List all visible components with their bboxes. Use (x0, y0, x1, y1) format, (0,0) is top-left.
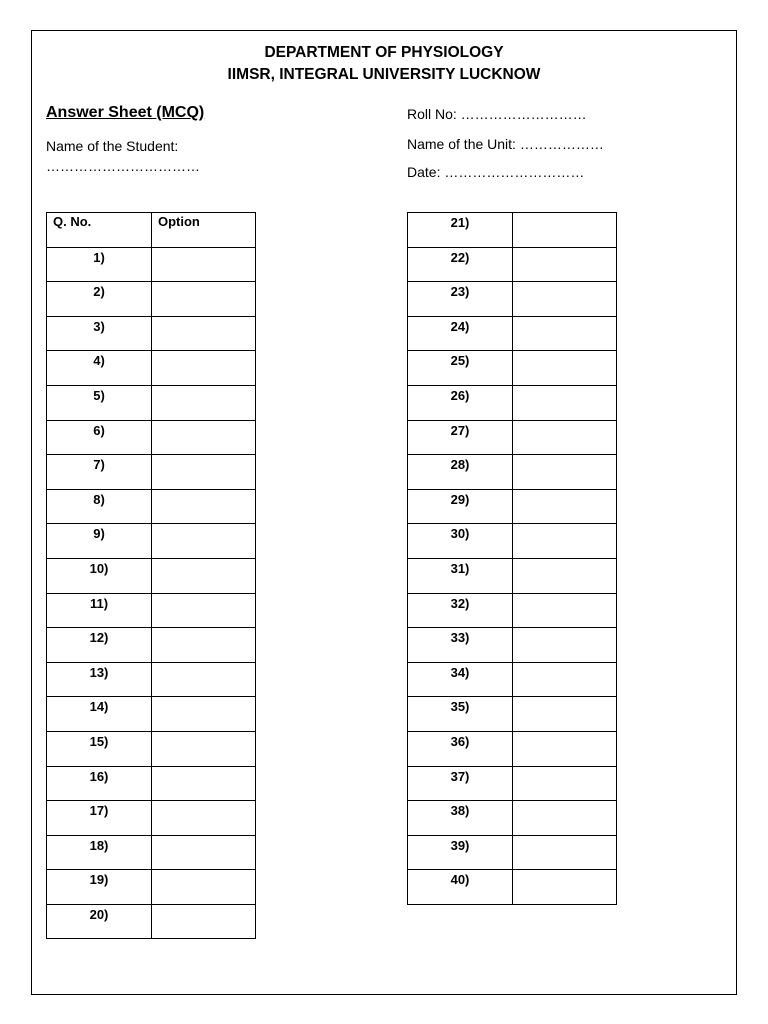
table-row (47, 593, 256, 628)
question-number: 3) (47, 316, 152, 351)
question-number: 1) (47, 247, 152, 282)
answer-option-cell[interactable] (513, 662, 617, 697)
question-number: 29) (408, 489, 513, 524)
table-row (408, 420, 617, 455)
answer-option-cell[interactable] (513, 489, 617, 524)
question-number: 20) (47, 904, 152, 939)
question-number: 25) (408, 351, 513, 386)
question-number: 32) (408, 593, 513, 628)
department-title: DEPARTMENT OF PHYSIOLOGY (264, 44, 504, 61)
table-row (47, 351, 256, 386)
table-row (47, 420, 256, 455)
answer-option-cell[interactable] (513, 282, 617, 317)
answer-option-cell[interactable] (152, 524, 256, 559)
table-row (408, 385, 617, 420)
date-field[interactable]: Date: ………………………… (407, 164, 585, 180)
table-row (408, 697, 617, 732)
table-header-row (47, 213, 256, 248)
table-row (47, 558, 256, 593)
question-number: 4) (47, 351, 152, 386)
answer-option-cell[interactable] (152, 731, 256, 766)
table-row (47, 801, 256, 836)
answer-option-cell[interactable] (152, 766, 256, 801)
question-number: 28) (408, 455, 513, 490)
answer-option-cell[interactable] (152, 870, 256, 905)
table-row (47, 489, 256, 524)
question-number: 5) (47, 385, 152, 420)
table-row (47, 316, 256, 351)
unit-name-field[interactable]: Name of the Unit: ……………… (407, 136, 604, 152)
answer-option-cell[interactable] (513, 801, 617, 836)
question-number: 13) (47, 662, 152, 697)
question-number: 8) (47, 489, 152, 524)
answer-option-cell[interactable] (513, 524, 617, 559)
answer-option-cell[interactable] (513, 558, 617, 593)
answer-option-cell[interactable] (513, 870, 617, 905)
question-number: 17) (47, 801, 152, 836)
answer-option-cell[interactable] (152, 420, 256, 455)
answer-option-cell[interactable] (513, 835, 617, 870)
question-number: 19) (47, 870, 152, 905)
document-header (0, 42, 768, 86)
answer-option-cell[interactable] (152, 282, 256, 317)
question-number: 26) (408, 385, 513, 420)
answer-option-cell[interactable] (152, 489, 256, 524)
answer-option-cell[interactable] (152, 697, 256, 732)
table-row (47, 731, 256, 766)
question-number: 18) (47, 835, 152, 870)
answer-option-cell[interactable] (152, 558, 256, 593)
table-row (408, 213, 617, 248)
question-number: 36) (408, 731, 513, 766)
question-number: 11) (47, 593, 152, 628)
answer-option-cell[interactable] (513, 351, 617, 386)
qno-header: Q. No. (47, 213, 152, 248)
roll-no-field[interactable]: Roll No: ……………………… (407, 106, 587, 122)
table-row (408, 282, 617, 317)
sheet-title: Answer Sheet (MCQ) (46, 104, 205, 121)
answer-option-cell[interactable] (513, 247, 617, 282)
answer-option-cell[interactable] (152, 801, 256, 836)
student-name-label: Name of the Student: (46, 138, 179, 154)
answer-option-cell[interactable] (152, 904, 256, 939)
table-row (408, 455, 617, 490)
question-number: 2) (47, 282, 152, 317)
table-row (47, 835, 256, 870)
question-number: 35) (408, 697, 513, 732)
table-row (47, 697, 256, 732)
table-row (47, 904, 256, 939)
table-row (47, 385, 256, 420)
table-row (408, 731, 617, 766)
answer-option-cell[interactable] (513, 213, 617, 248)
answer-option-cell[interactable] (513, 316, 617, 351)
answer-option-cell[interactable] (152, 316, 256, 351)
table-row (47, 524, 256, 559)
table-row (47, 282, 256, 317)
question-number: 24) (408, 316, 513, 351)
question-number: 12) (47, 628, 152, 663)
answer-table-right (407, 212, 617, 905)
answer-option-cell[interactable] (152, 835, 256, 870)
table-row (47, 870, 256, 905)
table-row (47, 662, 256, 697)
answer-option-cell[interactable] (513, 420, 617, 455)
question-number: 21) (408, 213, 513, 248)
question-number: 39) (408, 835, 513, 870)
table-row (408, 524, 617, 559)
question-number: 31) (408, 558, 513, 593)
table-row (47, 247, 256, 282)
answer-option-cell[interactable] (152, 351, 256, 386)
table-row (47, 455, 256, 490)
table-row (408, 351, 617, 386)
question-number: 34) (408, 662, 513, 697)
answer-option-cell[interactable] (152, 628, 256, 663)
question-number: 7) (47, 455, 152, 490)
answer-option-cell[interactable] (513, 385, 617, 420)
answer-option-cell[interactable] (513, 455, 617, 490)
institution-title: IIMSR, INTEGRAL UNIVERSITY LUCKNOW (227, 66, 541, 83)
question-number: 6) (47, 420, 152, 455)
question-number: 37) (408, 766, 513, 801)
table-row (408, 835, 617, 870)
option-header: Option (152, 213, 256, 248)
table-row (47, 628, 256, 663)
answer-option-cell[interactable] (152, 385, 256, 420)
answer-option-cell[interactable] (513, 766, 617, 801)
table-row (408, 489, 617, 524)
table-row (408, 870, 617, 905)
table-row (408, 628, 617, 663)
answer-option-cell[interactable] (513, 593, 617, 628)
answer-option-cell[interactable] (513, 731, 617, 766)
question-number: 10) (47, 558, 152, 593)
table-row (408, 316, 617, 351)
question-number: 33) (408, 628, 513, 663)
answer-option-cell[interactable] (152, 662, 256, 697)
question-number: 9) (47, 524, 152, 559)
answer-option-cell[interactable] (152, 247, 256, 282)
question-number: 14) (47, 697, 152, 732)
question-number: 16) (47, 766, 152, 801)
table-row (408, 558, 617, 593)
answer-option-cell[interactable] (513, 628, 617, 663)
table-row (408, 593, 617, 628)
question-number: 27) (408, 420, 513, 455)
question-number: 22) (408, 247, 513, 282)
answer-option-cell[interactable] (152, 455, 256, 490)
answer-option-cell[interactable] (152, 593, 256, 628)
question-number: 15) (47, 731, 152, 766)
question-number: 40) (408, 870, 513, 905)
answer-option-cell[interactable] (513, 697, 617, 732)
question-number: 30) (408, 524, 513, 559)
question-number: 23) (408, 282, 513, 317)
table-row (47, 766, 256, 801)
question-number: 38) (408, 801, 513, 836)
table-row (408, 662, 617, 697)
table-row (408, 247, 617, 282)
table-row (408, 766, 617, 801)
student-name-field[interactable]: …………………………… (46, 158, 200, 174)
table-row (408, 801, 617, 836)
answer-table-left (46, 212, 256, 939)
